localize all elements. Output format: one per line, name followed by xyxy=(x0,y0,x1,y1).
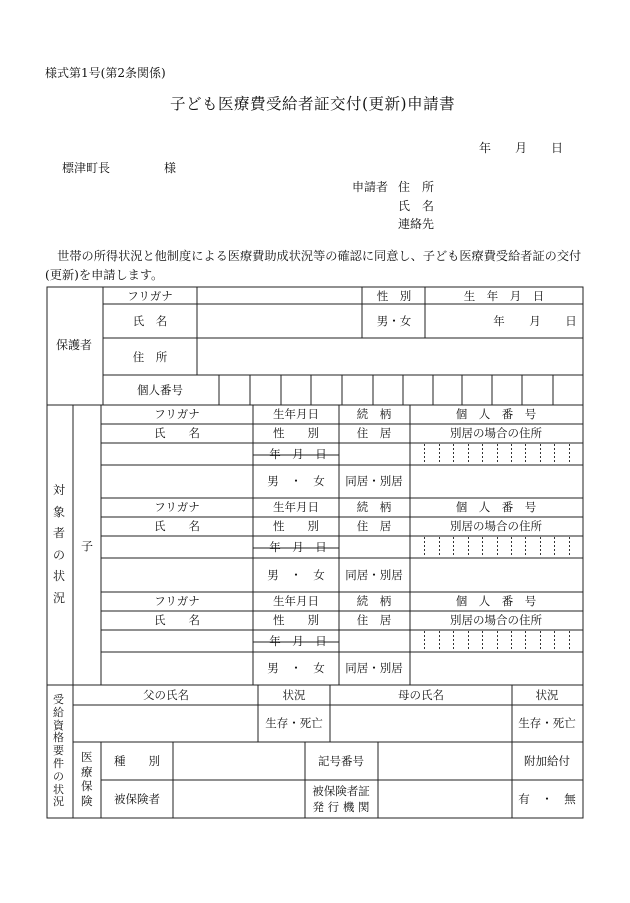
applicant-contact-label: 連絡先 xyxy=(398,217,435,231)
applicant-address-label: 住 所 xyxy=(398,180,435,194)
issuer-label-line2: 発 行 機 関 xyxy=(312,800,370,814)
form-number: 様式第1号(第2条関係) xyxy=(45,66,166,80)
child1-furigana-label: フリガナ xyxy=(154,407,200,421)
child3-ymd: 年 月 日 xyxy=(269,634,327,648)
subjects-section-label: 対 象 者 の 状 況 xyxy=(53,483,66,605)
page-title: 子ども医療費受給者証交付(更新)申請書 xyxy=(170,95,456,113)
child-label: 子 xyxy=(80,539,94,554)
child2-my-number-label: 個 人 番 号 xyxy=(455,500,537,514)
addressee: 標津町長 xyxy=(62,161,111,175)
guardian-gender-value: 男・女 xyxy=(376,314,412,328)
child3-residence-value: 同居・別居 xyxy=(345,661,403,675)
guardian-address-label: 住 所 xyxy=(132,350,168,364)
addressee-suffix: 様 xyxy=(164,161,177,175)
father-name-label: 父の氏名 xyxy=(143,688,189,702)
guardian-dob-month: 月 xyxy=(529,314,541,328)
child3-separate-address-label: 別居の場合の住所 xyxy=(450,613,542,627)
child2-residence-label: 住 居 xyxy=(356,519,392,533)
child1-name-label: 氏 名 xyxy=(154,426,200,440)
child3-relation-label: 続 柄 xyxy=(356,594,392,608)
child3-dob-label: 生年月日 xyxy=(273,594,319,608)
guardian-name-label: 氏 名 xyxy=(132,314,168,328)
child3-name-label: 氏 名 xyxy=(154,613,200,627)
additional-benefit-label: 附加給付 xyxy=(524,754,570,768)
child1-dob-label: 生年月日 xyxy=(273,407,319,421)
child1-gender-label: 性 別 xyxy=(273,426,319,440)
issuer-label-line1: 被保険者証 xyxy=(312,784,370,798)
child2-gender-value: 男 ・ 女 xyxy=(267,568,325,582)
child2-relation-label: 続 柄 xyxy=(356,500,392,514)
child2-name-label: 氏 名 xyxy=(154,519,200,533)
insured-person-label: 被保険者 xyxy=(114,792,160,806)
mother-name-label: 母の氏名 xyxy=(398,688,444,702)
insurance-type-label: 種 別 xyxy=(114,754,160,768)
guardian-dob-header: 生 年 月 日 xyxy=(463,289,545,303)
child2-separate-address-label: 別居の場合の住所 xyxy=(450,519,542,533)
eligibility-section-label: 受 給 資 格 要 件 の 状 況 xyxy=(53,693,64,809)
child2-residence-value: 同居・別居 xyxy=(345,568,403,582)
guardian-gender-header: 性 別 xyxy=(376,289,412,303)
child1-residence-value: 同居・別居 xyxy=(345,474,403,488)
child2-furigana-label: フリガナ xyxy=(154,500,200,514)
child3-furigana-label: フリガナ xyxy=(154,594,200,608)
insurance-label: 医 療 保 険 xyxy=(81,750,93,808)
father-status-value: 生存・死亡 xyxy=(265,716,323,730)
child3-gender-label: 性 別 xyxy=(273,613,319,627)
child1-separate-address-label: 別居の場合の住所 xyxy=(450,426,542,440)
applicant-label: 申請者 xyxy=(352,180,389,194)
date-year-label: 年 xyxy=(479,141,492,155)
child1-my-number-label: 個 人 番 号 xyxy=(455,407,537,421)
child1-relation-label: 続 柄 xyxy=(356,407,392,421)
father-status-label: 状況 xyxy=(282,688,306,702)
applicant-name-label: 氏 名 xyxy=(398,199,435,213)
child3-residence-label: 住 居 xyxy=(356,613,392,627)
child1-residence-label: 住 居 xyxy=(356,426,392,440)
child2-ymd: 年 月 日 xyxy=(269,540,327,554)
child1-ymd: 年 月 日 xyxy=(269,447,327,461)
guardian-furigana-label: フリガナ xyxy=(127,289,173,303)
child3-my-number-label: 個 人 番 号 xyxy=(455,594,537,608)
date-day-label: 日 xyxy=(551,141,564,155)
mother-status-value: 生存・死亡 xyxy=(518,716,576,730)
child2-gender-label: 性 別 xyxy=(273,519,319,533)
date-month-label: 月 xyxy=(515,141,528,155)
child2-dob-label: 生年月日 xyxy=(273,500,319,514)
guardian-my-number-label: 個人番号 xyxy=(137,383,183,397)
child1-gender-value: 男 ・ 女 xyxy=(267,474,325,488)
mother-status-label: 状況 xyxy=(535,688,559,702)
yes-no-value: 有 ・ 無 xyxy=(518,792,576,806)
guardian-dob-day: 日 xyxy=(565,314,577,328)
symbol-number-label: 記号番号 xyxy=(318,754,364,768)
consent-text: 世帯の所得状況と他制度による医療費助成状況等の確認に同意し、子ども医療費受給者証の交付(更新)を申請します。 xyxy=(45,249,582,282)
guardian-section-label: 保護者 xyxy=(56,338,93,352)
guardian-dob-year: 年 xyxy=(493,314,505,328)
child3-gender-value: 男 ・ 女 xyxy=(267,661,325,675)
